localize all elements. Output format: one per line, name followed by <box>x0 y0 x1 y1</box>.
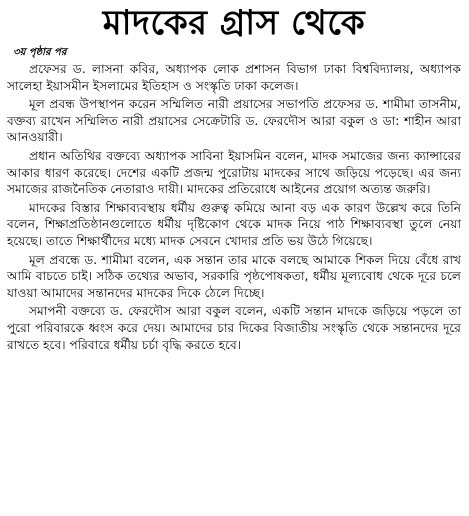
paragraph: মাদকের বিস্তার শিক্ষাব্যবস্থায় ধর্মীয় গুরুত্ব কমিয়ে আনা বড় এক কারণ উল্লেখ করে তিনি বলেন, শিক্ষাপ্রতিষ্ঠানগুলোতে ধর্মীয় দৃষ্টিকোণ থেকে মাদক নিয়ে পাঠ শিক্ষাব্যবস্থা তুলে নেয়া হয়েছে। তাতে শিক্ষার্থীদের মধ্যে মাদক সেবনে খোদার প্রতি ভয় উঠে গিয়েছে। <box>7 200 461 248</box>
paragraph: প্রফেসর ড. লাসনা কবির, অধ্যাপক লোক প্রশাসন বিভাগ ঢাকা বিশ্ববিদ্যালয়, অধ্যাপক সালেহা ইয়াসমীন ইসলামের ইতিহাস ও সংস্কৃতি ঢাকা কলেজ। <box>7 62 461 93</box>
continuation-label: ৩য় পৃষ্ঠার পর <box>13 47 67 58</box>
paragraph: মূল প্রবন্ধ উপস্থাপন করেন সম্মিলিত নারী প্রয়াসের সভাপতি প্রফেসর ড. শামীমা তাসনীম, বক্তব্য রাখেন সম্মিলিত নারী প্রয়াসের সেক্রেটারি ড. ফেরদৌস আরা বকুল ও ডা: শাহীন আরা আনওয়ারী। <box>7 97 461 145</box>
headline: মাদকের গ্রাস থেকে <box>102 3 366 43</box>
paragraph: প্রধান অতিথির বক্তব্যে অধ্যাপক সাবিনা ইয়াসমিন বলেন, মাদক সমাজের জন্য ক্যান্সারের আকার ধারণ করেছে। দেশের একটি প্রজন্ম পুরোটায় মাদকের সাথে জড়িয়ে পড়েছে। এর জন্য সমাজের রাজনৈতিক নেতারাও দায়ী। মাদকের প্রতিরোধে আইনের প্রয়োগ অত্যন্ত জরুরি। <box>7 148 461 197</box>
article-body <box>7 61 461 353</box>
paragraph: সমাপনী বক্তব্যে ড. ফেরদৌস আরা বকুল বলেন, একটি সন্তান মাদকে জড়িয়ে পড়লে তা পুরো পরিবারকে ধ্বংস করে দেয়। আমাদের চার দিকের বিজাতীয় সংস্কৃতি থেকে সন্তানদের দূরে রাখতে হবে। পরিবারে ধর্মীয় চর্চা বৃদ্ধি করতে হবে। <box>7 304 461 352</box>
paragraph: মূল প্রবন্ধে ড. শামীমা বলেন, এক সন্তান তার মাকে বলছে আমাকে শিকল দিয়ে বেঁধে রাখ আমি বাচতে চাই। সঠিক তথ্যের অভাব, সরকারি পৃষ্ঠপোষকতা, ধর্মীয় মূল্যবোধ থেকে দূরে চলে যাওয়া আমাদের সন্তানদের মাদকের দিকে ঠেলে দিচ্ছে। <box>7 252 461 300</box>
